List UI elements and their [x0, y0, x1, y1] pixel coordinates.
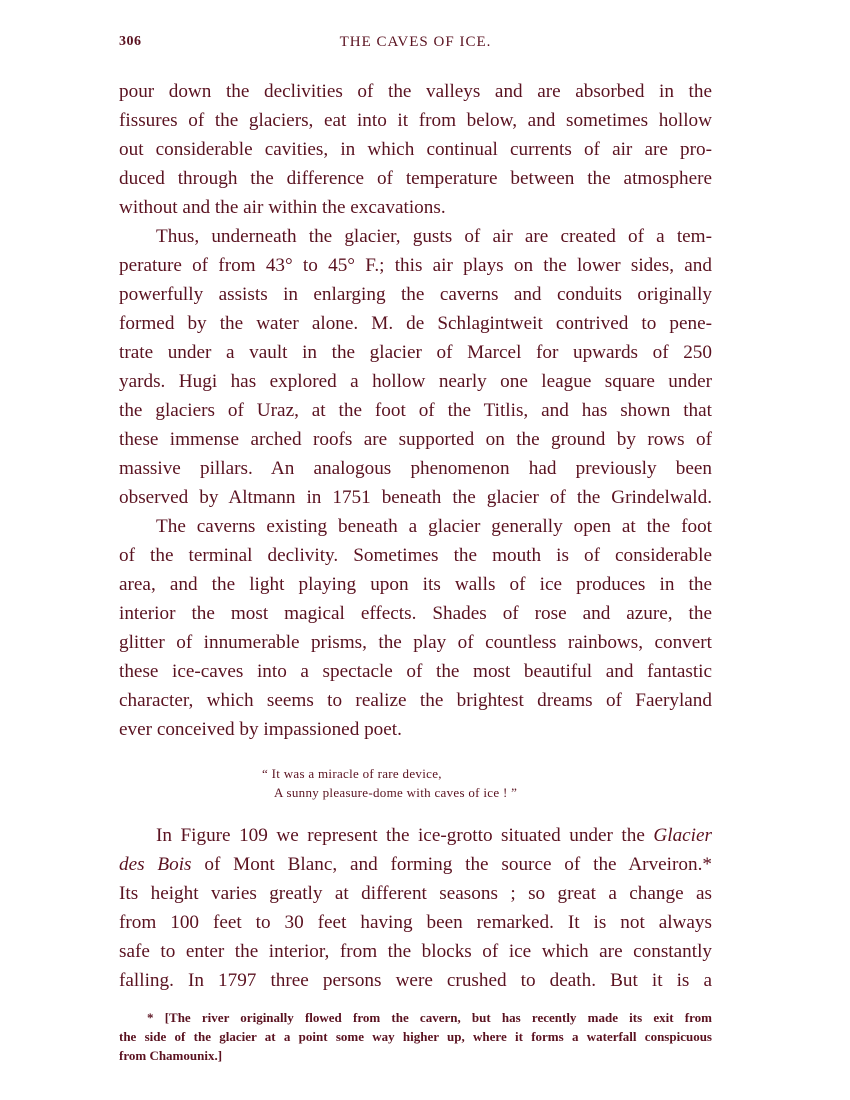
body-text-block-2	[119, 821, 712, 995]
italic-place-name: Glacier	[653, 825, 712, 846]
footnote-line: the side of the glacier at a point some way higher up, where it forms a waterfall conspicuous	[119, 1029, 712, 1044]
body-line: pour down the declivities of the valleys and are absorbed in the	[119, 81, 712, 102]
body-line: perature of from 43° to 45° F.; this air plays on the lower sides, and	[119, 255, 712, 276]
body-line: without and the air within the excavations.	[119, 197, 446, 218]
body-line: of the terminal declivity. Sometimes the mouth is of considerable	[119, 545, 712, 566]
body-text: In Figure 109 we represent the ice-grotto situated under the	[156, 825, 654, 846]
body-line: powerfully assists in enlarging the caverns and conduits originally	[119, 284, 712, 305]
body-line: safe to enter the interior, from the blocks of ice which are constantly	[119, 941, 712, 962]
body-line: formed by the water alone. M. de Schlagintweit contrived to pene-	[119, 313, 712, 334]
body-line: falling. In 1797 three persons were crushed to death. But it is a	[119, 970, 712, 991]
body-line: fissures of the glaciers, eat into it from below, and sometimes hollow	[119, 110, 712, 131]
quote-line: “ It was a miracle of rare device,	[262, 766, 442, 781]
body-line: Thus, underneath the glacier, gusts of air are created of a tem-	[156, 226, 712, 247]
verse-quotation	[262, 764, 517, 802]
running-title: THE CAVES OF ICE.	[339, 34, 492, 50]
body-line: area, and the light playing upon its walls of ice produces in the	[119, 574, 712, 595]
body-text-block	[119, 77, 712, 744]
footnote	[119, 1008, 712, 1065]
body-line: massive pillars. An analogous phenomenon had previously been	[119, 458, 712, 479]
body-line: the glaciers of Uraz, at the foot of the Titlis, and has shown that	[119, 400, 712, 421]
body-line: character, which seems to realize the brightest dreams of Faeryland	[119, 690, 712, 711]
page-header	[119, 34, 712, 56]
body-line: trate under a vault in the glacier of Marcel for upwards of 250	[119, 342, 712, 363]
footnote-line: from Chamounix.]	[119, 1048, 223, 1063]
body-line: Its height varies greatly at different seasons ; so great a change as	[119, 883, 712, 904]
body-line: these immense arched roofs are supported on the ground by rows of	[119, 429, 712, 450]
body-line: glitter of innumerable prisms, the play of countless rainbows, convert	[119, 632, 712, 653]
quote-line: A sunny pleasure-dome with caves of ice ! ”	[274, 785, 518, 800]
body-line: observed by Altmann in 1751 beneath the glacier of the Grindelwald.	[119, 487, 712, 508]
body-line: ever conceived by impassioned poet.	[119, 719, 402, 740]
italic-place-name: des Bois	[119, 854, 192, 875]
body-line	[119, 850, 712, 879]
body-line: out considerable cavities, in which continual currents of air are pro-	[119, 139, 712, 160]
page-number: 306	[119, 34, 142, 49]
body-line	[119, 821, 712, 850]
body-line: from 100 feet to 30 feet having been remarked. It is not always	[119, 912, 712, 933]
body-line: interior the most magical effects. Shades of rose and azure, the	[119, 603, 712, 624]
body-line: yards. Hugi has explored a hollow nearly one league square under	[119, 371, 712, 392]
footnote-line: * [The river originally flowed from the cavern, but has recently made its exit from	[147, 1010, 712, 1025]
body-line: The caverns existing beneath a glacier generally open at the foot	[156, 516, 712, 537]
body-line: duced through the difference of temperature between the atmosphere	[119, 168, 712, 189]
body-text: of Mont Blanc, and forming the source of the Arveiron.*	[191, 854, 712, 875]
body-line: these ice-caves into a spectacle of the most beautiful and fantastic	[119, 661, 712, 682]
